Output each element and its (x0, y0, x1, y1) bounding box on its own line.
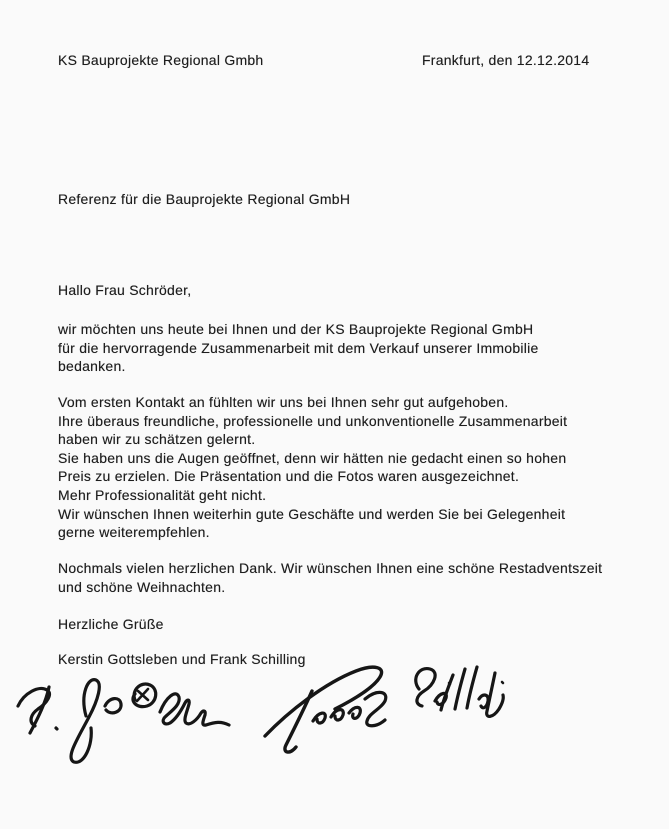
body-line: Sie haben uns die Augen geöffnet, denn wir hätten nie gedacht einen so hohen (58, 449, 567, 466)
paragraph-thanks (58, 320, 538, 376)
body-line: haben wir zu schätzen gelernt. (58, 431, 256, 448)
body-line: Nochmals vielen herzlichen Dank. Wir wünschen Ihnen eine schöne Restadventszeit (58, 560, 603, 576)
sender-name: KS Bauprojekte Regional Gmbh (58, 52, 264, 68)
body-line: für die hervorragende Zusammenarbeit mit dem Verkauf unserer Immobilie (58, 339, 539, 356)
body-line: Preis zu erzielen. Die Präsentation und die Fotos waren ausgezeichnet. (58, 468, 520, 485)
body-line: Vom ersten Kontakt an fühlten wir uns bei Ihnen sehr gut aufgehoben. (58, 394, 509, 410)
body-line: Wir wünschen Ihnen weiterhin gute Geschäfte und werden Sie bei Gelegenheit (58, 505, 566, 522)
subject-line: Referenz für die Bauprojekte Regional GmbH (58, 191, 351, 207)
paragraph-experience (58, 393, 567, 542)
paragraph-farewell (58, 559, 602, 596)
body-line: Ihre überaus freundliche, professionelle und unkonventionelle Zusammenarbeit (58, 412, 568, 429)
salutation: Hallo Frau Schröder, (58, 282, 192, 298)
body-line: und schöne Weihnachten. (58, 578, 226, 595)
date-line: Frankfurt, den 12.12.2014 (422, 52, 590, 68)
body-line: bedanken. (58, 358, 126, 375)
signature-kerstin-gottsleben (8, 668, 233, 770)
signature-frank-schilling (255, 654, 517, 768)
signature-names: Kerstin Gottsleben und Frank Schilling (58, 651, 306, 667)
body-line: Mehr Professionalität geht nicht. (58, 486, 267, 503)
body-line: gerne weiterempfehlen. (58, 524, 210, 541)
closing-phrase: Herzliche Grüße (58, 616, 164, 632)
body-line: wir möchten uns heute bei Ihnen und der KS Bauprojekte Regional GmbH (58, 321, 534, 337)
